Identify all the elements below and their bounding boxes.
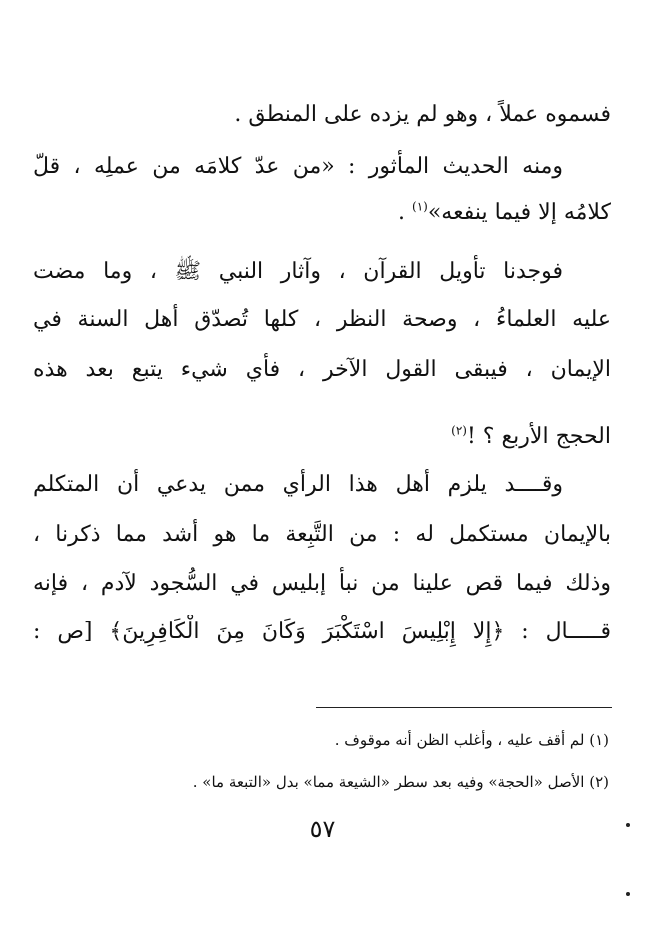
text-line-10: وذلك فيما قص علينا من نبأ إبليس في السُّجود لآدم ، فإنه xyxy=(33,571,611,596)
text-line-11: قـــــال : ﴿إِلا إِبْلِيسَ اسْتَكْبَرَ وَكَانَ مِنَ الْكَافِرِينَ﴾ [ص : xyxy=(33,619,611,644)
text-line-2: ومنه الحديث المأثور : «من عدّ كلامَه من عملِه ، قلّ xyxy=(33,154,563,179)
page-number: ٥٧ xyxy=(309,815,336,843)
footnote-2: (٢) الأصل «الحجة» وفيه بعد سطر «الشيعة مما» بدل «التبعة ما» . xyxy=(192,773,609,791)
footnote-separator xyxy=(316,707,612,708)
text-line-3: كلامُه إلا فيما ينفعه»$^{(١)}$ . xyxy=(398,199,611,225)
text-line-7: الحجج الأربع ؟ !$^{(٢)}$ xyxy=(451,423,611,449)
footnote-1: (١) لم أقف عليه ، وأغلب الظن أنه موقوف . xyxy=(334,731,609,749)
footnote-ref-2: (٢) xyxy=(451,423,467,438)
scan-speck-2 xyxy=(626,892,630,896)
text-line-8: وقــــد يلزم أهل هذا الرأي ممن يدعي أن المتكلم xyxy=(33,472,563,497)
text-line-9: بالإيمان مستكمل له : من التَّبِعة ما هو أشد مما ذكرنا ، xyxy=(33,522,611,547)
scan-speck-1 xyxy=(626,823,630,827)
text-line-4: فوجدنا تأويل القرآن ، وآثار النبي ﷺ ، وما مضت xyxy=(33,259,563,284)
text-line-6: الإيمان ، فيبقى القول الآخر ، فأي شيء يتبع بعد هذه xyxy=(33,357,611,382)
text-line-1: فسموه عملاً ، وهو لم يزده على المنطق . xyxy=(234,102,611,127)
text-line-5: عليه العلماءُ ، وصحة النظر ، كلها تُصدّق أهل السنة في xyxy=(33,307,611,332)
footnote-ref-1: (١) xyxy=(412,199,428,214)
